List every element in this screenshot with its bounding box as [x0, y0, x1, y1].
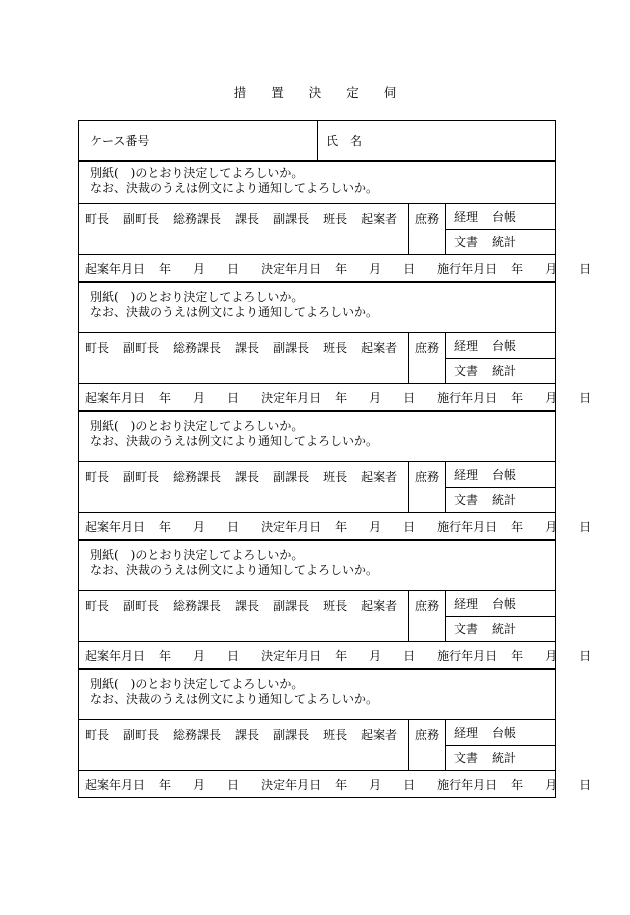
category-label: 台帳: [492, 338, 517, 353]
category-label: 経理: [454, 209, 479, 224]
date-unit-label: 年: [511, 648, 524, 663]
request-line-2: なお、決裁のうえは例文により通知してよろしいか。: [90, 181, 379, 195]
case-number-field[interactable]: [79, 121, 318, 160]
date-unit-label: 日: [227, 777, 240, 792]
date-unit-label: 日: [579, 648, 592, 663]
decision-block: [79, 541, 592, 670]
approval-row: [79, 461, 555, 513]
category-label: 文書: [454, 235, 479, 250]
approver-role-label: 総務課長: [173, 599, 222, 613]
category-cells: [446, 720, 555, 770]
general-affairs-cell[interactable]: [408, 333, 446, 383]
category-row-bottom[interactable]: [446, 230, 555, 255]
category-label: 経理: [454, 725, 479, 740]
date-unit-label: 月: [369, 390, 382, 405]
page-title: 措 置 決 定 伺: [233, 85, 397, 100]
date-unit-label: 月: [369, 261, 382, 276]
dates-row: [79, 771, 592, 797]
date-unit-label: 日: [227, 648, 240, 663]
date-unit-label: 月: [369, 648, 382, 663]
request-text: [79, 412, 555, 461]
date-unit-label: 日: [579, 777, 592, 792]
approval-row: [79, 590, 555, 642]
approver-role-label: 副課長: [273, 599, 310, 613]
approver-stamp-area[interactable]: [79, 333, 408, 383]
category-row-top[interactable]: [446, 204, 555, 230]
dates-row: [79, 255, 592, 281]
approver-role-label: 総務課長: [173, 212, 222, 226]
date-unit-label: 日: [227, 390, 240, 405]
date-field[interactable]: [437, 776, 613, 793]
date-unit-label: 日: [579, 261, 592, 276]
date-label: 決定年月日: [261, 648, 322, 663]
date-field[interactable]: [437, 260, 613, 277]
date-field[interactable]: [437, 647, 613, 664]
case-header-row: [79, 121, 555, 162]
approver-stamp-area[interactable]: [79, 204, 408, 254]
approver-role-label: 起案者: [361, 212, 398, 226]
category-label: 統計: [492, 235, 517, 250]
date-unit-label: 年: [511, 390, 524, 405]
date-label: 施行年月日: [437, 519, 498, 534]
approver-role-label: 起案者: [361, 599, 398, 613]
approval-row: [79, 332, 555, 384]
date-label: 起案年月日: [85, 777, 146, 792]
general-affairs-cell[interactable]: [408, 204, 446, 254]
general-affairs-label: 庶務: [415, 212, 440, 226]
date-label: 決定年月日: [261, 777, 322, 792]
category-label: 経理: [454, 338, 479, 353]
date-field[interactable]: [85, 518, 261, 535]
approver-role-label: 班長: [323, 599, 348, 613]
approver-role-label: 課長: [235, 599, 260, 613]
date-unit-label: 年: [159, 519, 172, 534]
category-row-top[interactable]: [446, 333, 555, 359]
date-field[interactable]: [85, 776, 261, 793]
date-unit-label: 年: [159, 390, 172, 405]
decision-block: [79, 670, 592, 797]
approver-role-label: 総務課長: [173, 470, 222, 484]
approver-role-label: 課長: [235, 728, 260, 742]
approver-role-label: 班長: [323, 728, 348, 742]
case-number-label: ケース番号: [90, 134, 150, 148]
date-unit-label: 月: [193, 648, 206, 663]
category-cells: [446, 462, 555, 512]
date-unit-label: 年: [335, 777, 348, 792]
date-unit-label: 年: [335, 390, 348, 405]
approver-role-label: 副町長: [123, 470, 160, 484]
date-field[interactable]: [261, 389, 437, 406]
category-label: 台帳: [492, 209, 517, 224]
date-unit-label: 日: [227, 519, 240, 534]
date-field[interactable]: [85, 260, 261, 277]
approval-row: [79, 719, 555, 771]
date-field[interactable]: [85, 389, 261, 406]
general-affairs-label: 庶務: [415, 599, 440, 613]
request-line-2: なお、決裁のうえは例文により通知してよろしいか。: [90, 434, 379, 448]
decision-block: [79, 283, 592, 412]
approver-role-label: 起案者: [361, 341, 398, 355]
general-affairs-label: 庶務: [415, 728, 440, 742]
decision-block: [79, 162, 592, 283]
date-field[interactable]: [261, 776, 437, 793]
approver-role-label: 起案者: [361, 470, 398, 484]
approver-role-label: 町長: [85, 212, 110, 226]
date-unit-label: 月: [193, 261, 206, 276]
approver-role-label: 総務課長: [173, 341, 222, 355]
category-label: 文書: [454, 622, 479, 637]
category-row-top[interactable]: [446, 591, 555, 617]
approver-role-label: 町長: [85, 470, 110, 484]
approver-role-label: 副町長: [123, 728, 160, 742]
date-unit-label: 日: [403, 390, 416, 405]
decision-blocks: [79, 162, 592, 797]
general-affairs-label: 庶務: [415, 341, 440, 355]
approver-role-label: 総務課長: [173, 728, 222, 742]
category-cells: [446, 591, 555, 641]
category-label: 経理: [454, 596, 479, 611]
date-unit-label: 年: [335, 648, 348, 663]
general-affairs-cell[interactable]: [408, 462, 446, 512]
approval-row: [79, 203, 555, 255]
request-text: [79, 670, 555, 719]
approver-role-label: 副町長: [123, 599, 160, 613]
request-line-2: なお、決裁のうえは例文により通知してよろしいか。: [90, 692, 379, 706]
date-field[interactable]: [437, 389, 613, 406]
approver-stamp-area[interactable]: [79, 591, 408, 641]
date-unit-label: 年: [335, 519, 348, 534]
date-unit-label: 月: [545, 648, 558, 663]
approver-role-label: 副課長: [273, 341, 310, 355]
date-label: 施行年月日: [437, 390, 498, 405]
category-label: 統計: [492, 364, 517, 379]
approver-stamp-area[interactable]: [79, 462, 408, 512]
date-unit-label: 年: [159, 777, 172, 792]
date-field[interactable]: [437, 518, 613, 535]
date-unit-label: 月: [369, 777, 382, 792]
approver-role-label: 副課長: [273, 212, 310, 226]
approver-role-label: 町長: [85, 599, 110, 613]
date-unit-label: 日: [579, 390, 592, 405]
general-affairs-label: 庶務: [415, 470, 440, 484]
approver-role-label: 課長: [235, 212, 260, 226]
date-unit-label: 年: [159, 261, 172, 276]
request-line-1: 別紙( )のとおり決定してよろしいか。: [90, 419, 304, 433]
category-label: 文書: [454, 751, 479, 766]
date-label: 決定年月日: [261, 390, 322, 405]
approver-role-label: 班長: [323, 212, 348, 226]
date-unit-label: 年: [511, 261, 524, 276]
request-line-1: 別紙( )のとおり決定してよろしいか。: [90, 290, 304, 304]
approver-role-label: 副町長: [123, 341, 160, 355]
category-row-top[interactable]: [446, 462, 555, 488]
dates-row: [79, 513, 592, 539]
category-label: 経理: [454, 467, 479, 482]
date-unit-label: 日: [403, 261, 416, 276]
approver-role-label: 副町長: [123, 212, 160, 226]
decision-form: [78, 120, 592, 798]
category-label: 台帳: [492, 596, 517, 611]
date-unit-label: 月: [545, 390, 558, 405]
date-field[interactable]: [85, 647, 261, 664]
date-label: 施行年月日: [437, 777, 498, 792]
general-affairs-cell[interactable]: [408, 720, 446, 770]
date-label: 施行年月日: [437, 261, 498, 276]
decision-block: [79, 412, 592, 541]
general-affairs-cell[interactable]: [408, 591, 446, 641]
category-label: 統計: [492, 751, 517, 766]
date-unit-label: 日: [403, 777, 416, 792]
approver-stamp-area[interactable]: [79, 720, 408, 770]
category-row-bottom[interactable]: [446, 617, 555, 642]
date-unit-label: 日: [403, 519, 416, 534]
category-cells: [446, 333, 555, 383]
date-label: 施行年月日: [437, 648, 498, 663]
request-text: [79, 283, 555, 332]
date-label: 決定年月日: [261, 261, 322, 276]
date-label: 起案年月日: [85, 261, 146, 276]
date-unit-label: 日: [227, 261, 240, 276]
category-row-bottom[interactable]: [446, 746, 555, 771]
date-field[interactable]: [261, 518, 437, 535]
request-line-1: 別紙( )のとおり決定してよろしいか。: [90, 548, 304, 562]
request-line-1: 別紙( )のとおり決定してよろしいか。: [90, 677, 304, 691]
request-line-2: なお、決裁のうえは例文により通知してよろしいか。: [90, 305, 379, 319]
request-line-2: なお、決裁のうえは例文により通知してよろしいか。: [90, 563, 379, 577]
dates-row: [79, 642, 592, 668]
request-line-1: 別紙( )のとおり決定してよろしいか。: [90, 166, 304, 180]
date-field[interactable]: [261, 647, 437, 664]
name-label: 氏 名: [326, 134, 363, 148]
approver-role-label: 課長: [235, 341, 260, 355]
request-text: [79, 162, 555, 203]
date-unit-label: 月: [193, 777, 206, 792]
date-unit-label: 年: [159, 648, 172, 663]
category-label: 統計: [492, 622, 517, 637]
date-unit-label: 年: [511, 777, 524, 792]
approver-role-label: 班長: [323, 470, 348, 484]
date-unit-label: 月: [545, 777, 558, 792]
approver-role-label: 町長: [85, 728, 110, 742]
dates-row: [79, 384, 592, 410]
name-field[interactable]: [318, 121, 555, 160]
date-field[interactable]: [261, 260, 437, 277]
approver-role-label: 副課長: [273, 470, 310, 484]
category-row-top[interactable]: [446, 720, 555, 746]
approver-role-label: 班長: [323, 341, 348, 355]
date-unit-label: 月: [545, 519, 558, 534]
date-label: 起案年月日: [85, 519, 146, 534]
approver-role-label: 副課長: [273, 728, 310, 742]
category-label: 統計: [492, 493, 517, 508]
date-unit-label: 年: [335, 261, 348, 276]
date-unit-label: 年: [511, 519, 524, 534]
category-label: 文書: [454, 364, 479, 379]
date-unit-label: 日: [403, 648, 416, 663]
date-label: 決定年月日: [261, 519, 322, 534]
category-row-bottom[interactable]: [446, 488, 555, 513]
category-label: 台帳: [492, 467, 517, 482]
category-label: 文書: [454, 493, 479, 508]
approver-role-label: 町長: [85, 341, 110, 355]
category-cells: [446, 204, 555, 254]
date-unit-label: 月: [545, 261, 558, 276]
date-label: 起案年月日: [85, 648, 146, 663]
date-unit-label: 日: [579, 519, 592, 534]
approver-role-label: 課長: [235, 470, 260, 484]
approver-role-label: 起案者: [361, 728, 398, 742]
request-text: [79, 541, 555, 590]
date-unit-label: 月: [193, 519, 206, 534]
date-unit-label: 月: [193, 390, 206, 405]
date-unit-label: 月: [369, 519, 382, 534]
date-label: 起案年月日: [85, 390, 146, 405]
category-label: 台帳: [492, 725, 517, 740]
category-row-bottom[interactable]: [446, 359, 555, 384]
